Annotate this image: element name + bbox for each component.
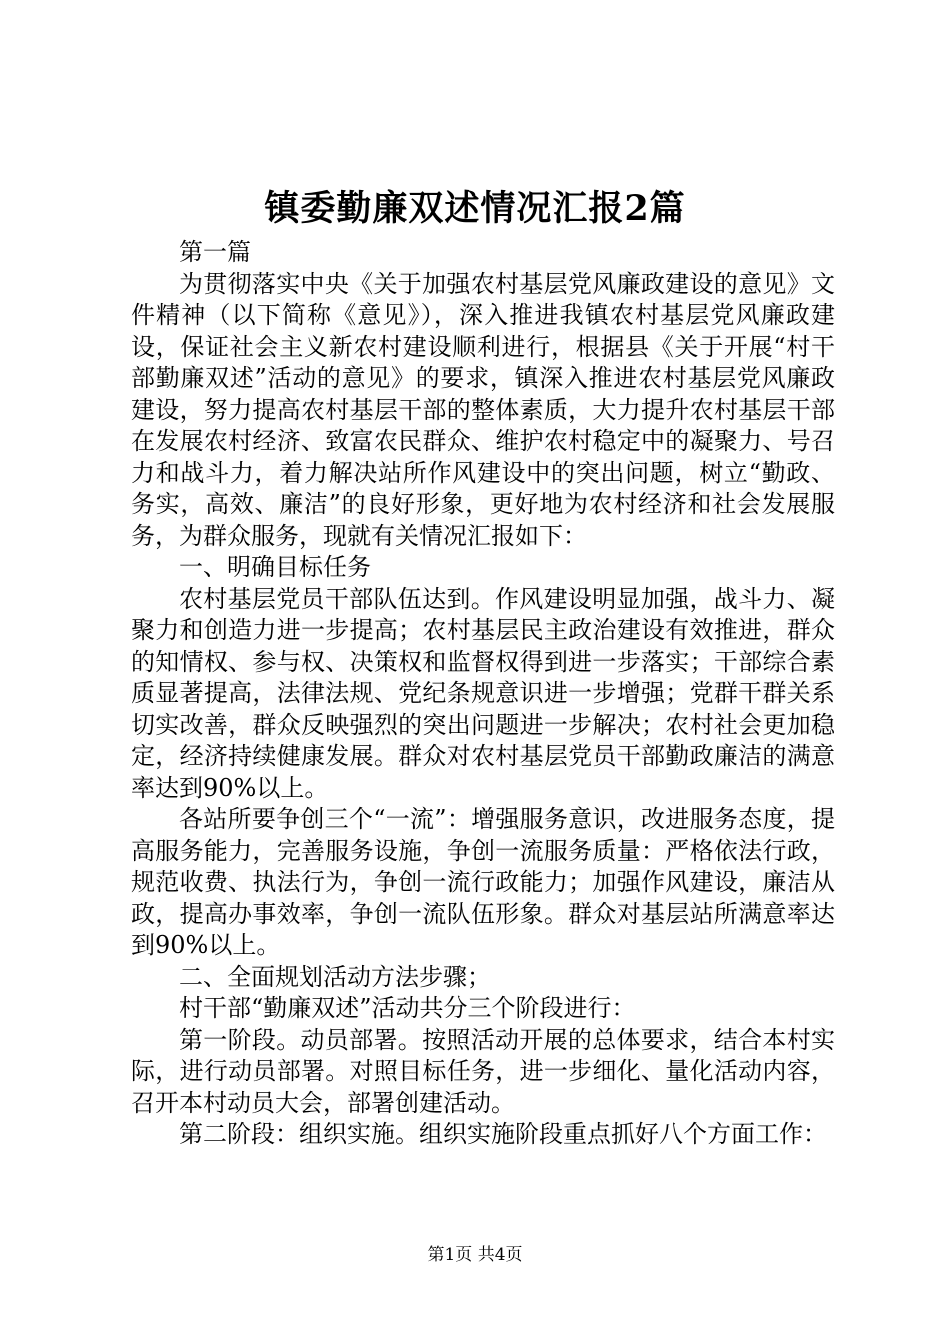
body-paragraph-intro: 为贯彻落实中央《关于加强农村基层党风廉政建设的意见》文件精神（以下简称《意见》），深入推进我镇农村基层党风廉政建设，保证社会主义新农村建设顺利进行，根据县《关于开展“村干部勤廉双述”活动的意见》的要求，镇深入推进农村基层党风廉政建设，努力提高农村基层干部的整体素质，大力提升农村基层干部在发展农村经济、致富农民群众、维护农村稳定中的凝聚力、号召力和战斗力，着力解决站所作风建设中的突出问题，树立“勤政、务实，高效、廉洁”的良好形象，更好地为农村经济和社会发展服务，为群众服务，现就有关情况汇报如下： (131, 269, 835, 550)
body-paragraph-phases: 村干部“勤廉双述”活动共分三个阶段进行： (179, 994, 636, 1022)
section-heading-steps: 二、全面规划活动方法步骤； (179, 962, 491, 991)
section-heading-goals: 一、明确目标任务 (179, 553, 371, 581)
body-paragraph-phase-one: 第一阶段。动员部署。按照活动开展的总体要求，结合本村实际，进行动员部署。对照目标任务，进一步细化、量化活动内容，召开本村动员大会，部署创建活动。 (131, 1025, 835, 1117)
body-paragraph-goals: 农村基层党员干部队伍达到。作风建设明显加强，战斗力、凝聚力和创造力进一步提高；农村基层民主政治建设有效推进，群众的知情权、参与权、决策权和监督权得到进一步落实；干部综合素质显著提高，法律法规、党纪条规意识进一步增强；党群干群关系切实改善，群众反映强烈的突出问题进一步解决；农村社会更加稳定，经济持续健康发展。群众对农村基层党员干部勤政廉洁的满意率达到90%以上。 (131, 584, 835, 802)
document-title: 镇委勤廉双述情况汇报2篇 (264, 188, 686, 229)
body-paragraph-stations: 各站所要争创三个“一流”：增强服务意识，改进服务态度，提高服务能力，完善服务设施，争创一流服务质量：严格依法行政，规范收费、执法行为，争创一流行政能力；加强作风建设，廉洁从政，提高办事效率，争创一流队伍形象。群众对基层站所满意率达到90%以上。 (131, 805, 835, 959)
document-body (131, 237, 835, 1151)
section-heading-part-one: 第一篇 (179, 238, 251, 266)
page-footer: 第1页 共4页 (427, 1245, 523, 1265)
body-paragraph-phase-two: 第二阶段：组织实施。组织实施阶段重点抓好八个方面工作： (179, 1120, 827, 1148)
